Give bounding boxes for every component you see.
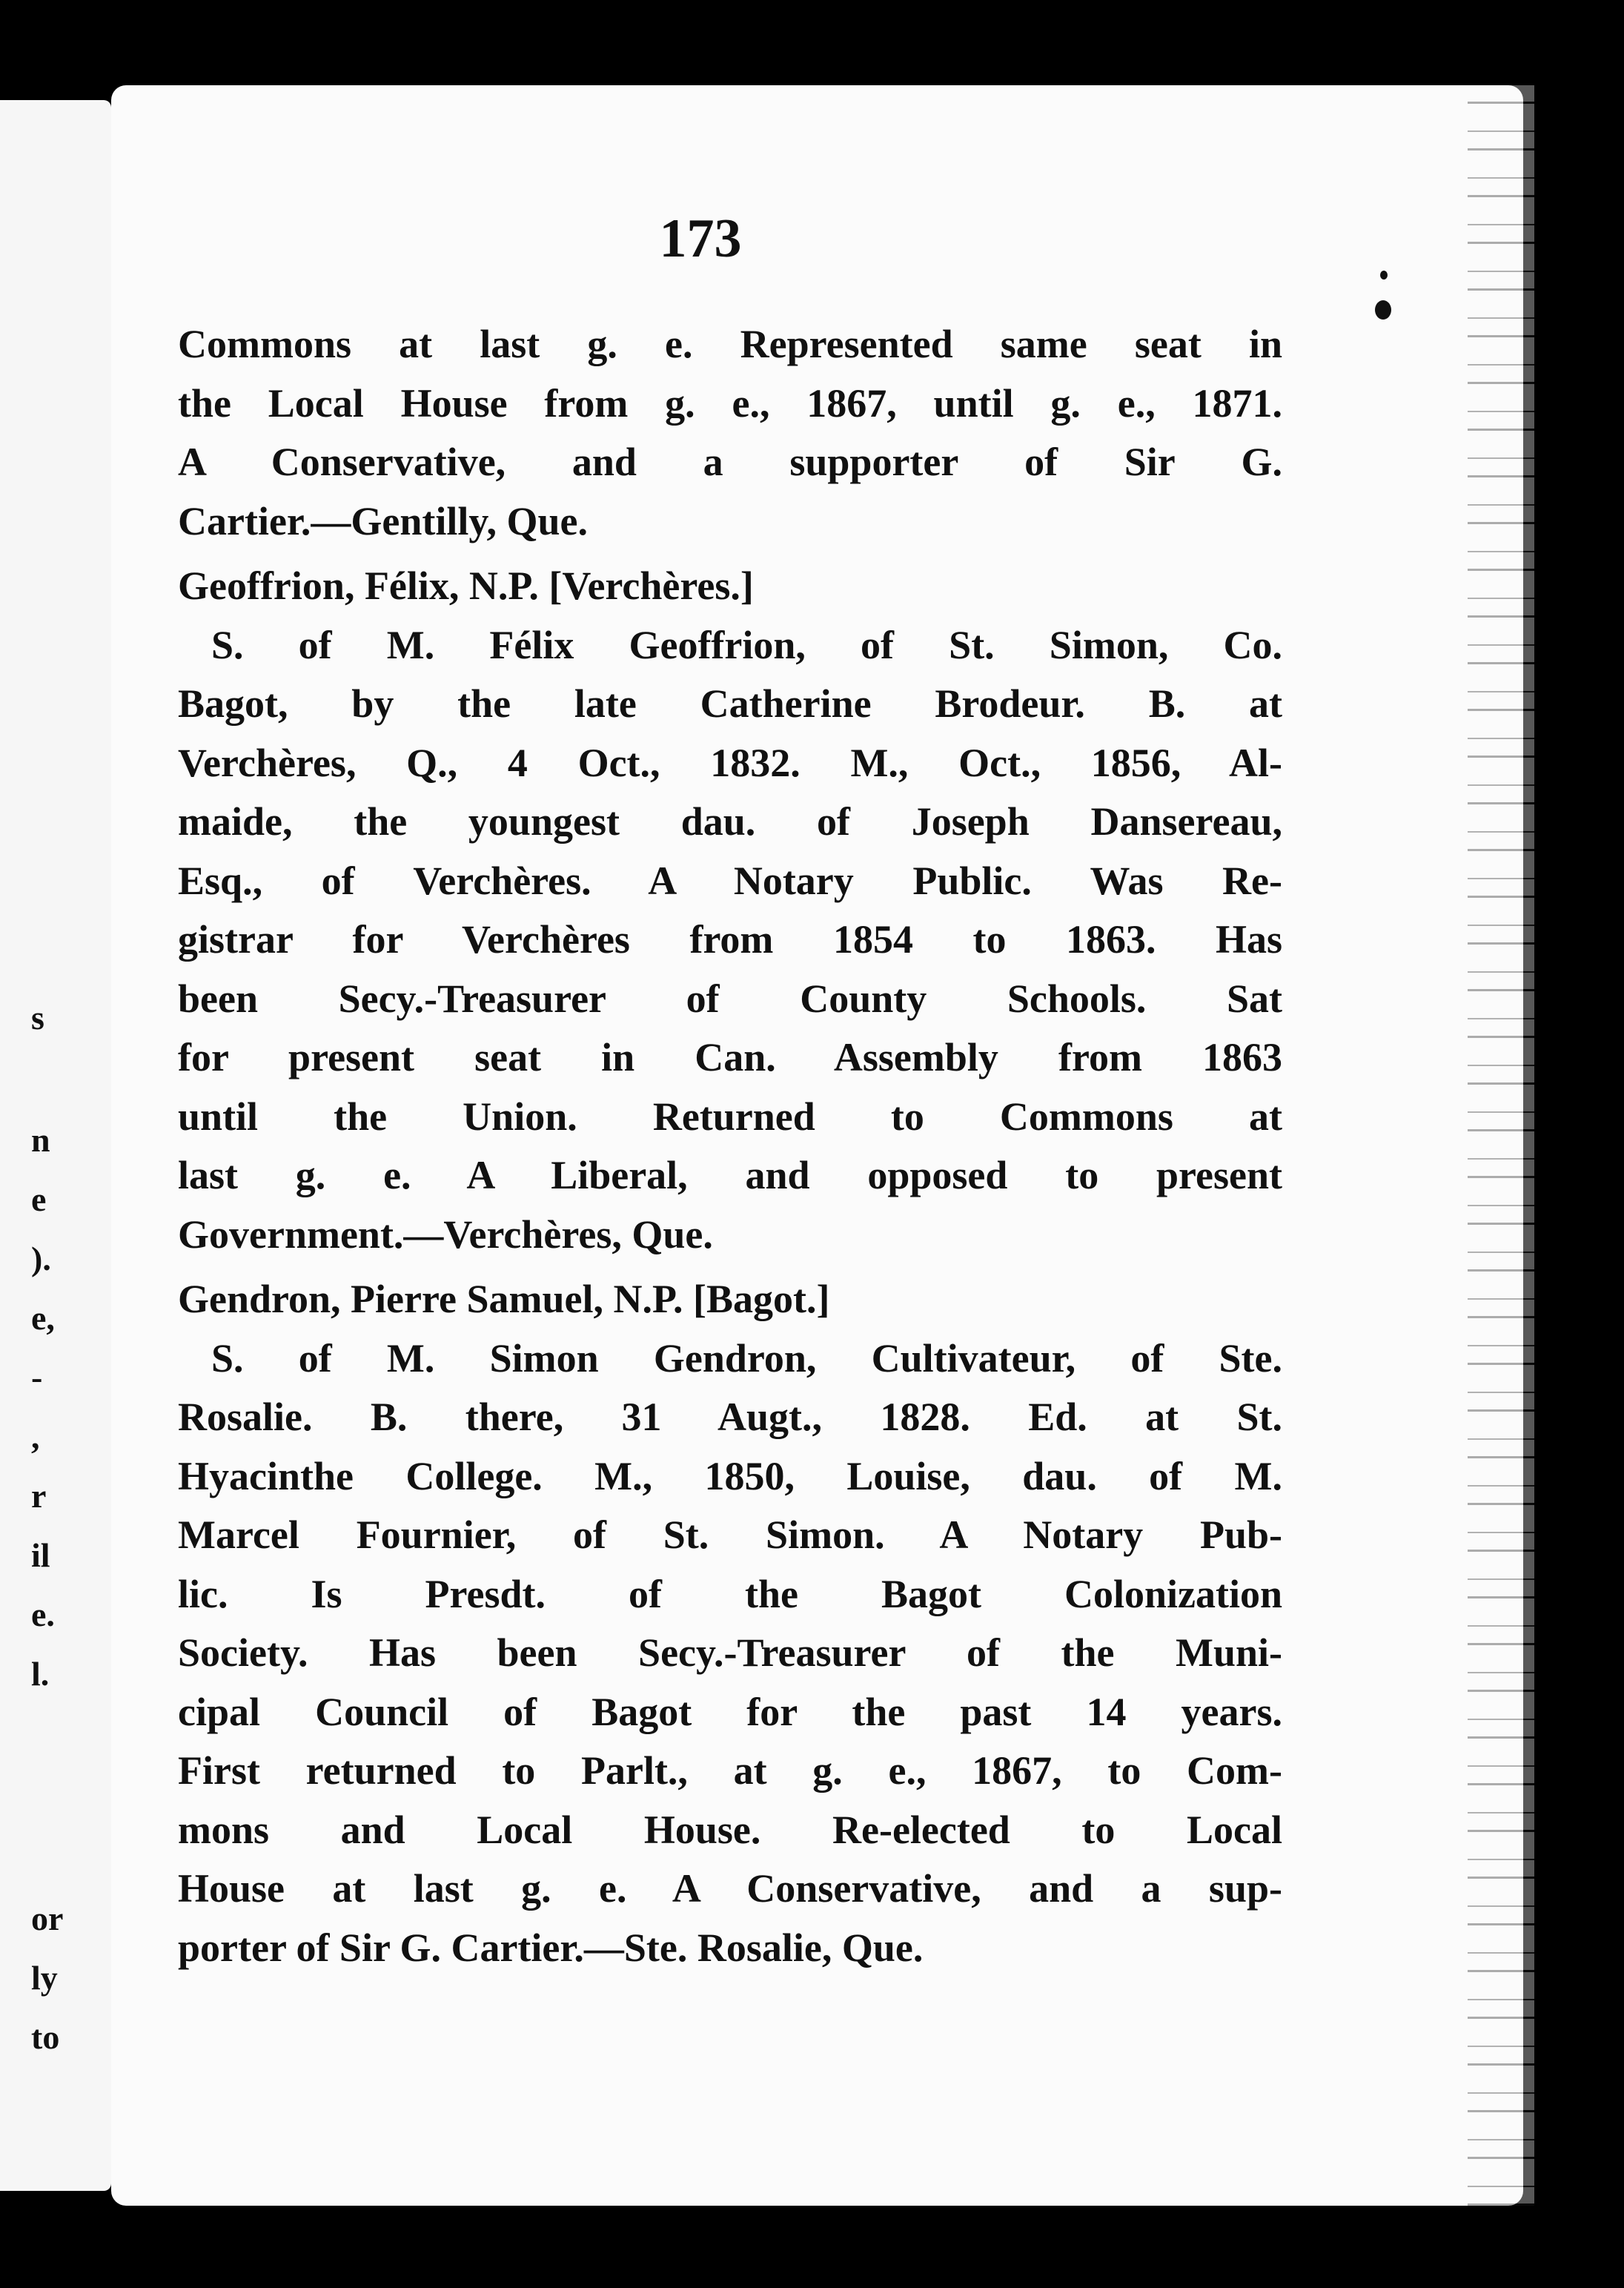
left-fragment: r: [31, 1477, 47, 1515]
left-fragment: ,: [31, 1418, 40, 1455]
text-line: the Local House from g. e., 1867, until g. e., 1871.: [178, 380, 1282, 426]
left-fragment: to: [31, 2018, 60, 2056]
text-line: mons and Local House. Re-elected to Local: [178, 1807, 1282, 1852]
text-line: S. of M. Simon Gendron, Cultivateur, of Ste.: [211, 1335, 1282, 1381]
text-line: cipal Council of Bagot for the past 14 years.: [178, 1689, 1282, 1734]
entry-heading: Geoffrion, Félix, N.P. [Verchères.]: [178, 563, 754, 608]
text-line: Marcel Fournier, of St. Simon. A Notary Pub-: [178, 1512, 1282, 1557]
left-fragment: e: [31, 1180, 47, 1218]
left-fragment: or: [31, 1899, 64, 1937]
text-line: lic. Is Presdt. of the Bagot Colonization: [178, 1571, 1282, 1616]
torn-page-edge: [1468, 85, 1534, 2206]
left-fragment: s: [31, 999, 44, 1036]
text-line: Bagot, by the late Catherine Brodeur. B. at: [178, 681, 1282, 726]
text-line: for present seat in Can. Assembly from 1863: [178, 1035, 1282, 1079]
left-fragment: e,: [31, 1299, 55, 1337]
left-fragment: e.: [31, 1596, 55, 1633]
left-fragment: il: [31, 1536, 50, 1574]
left-fragment: n: [31, 1121, 50, 1159]
text-line: House at last g. e. A Conservative, and a sup-: [178, 1866, 1282, 1911]
text-line: A Conservative, and a supporter of Sir G.: [178, 440, 1282, 484]
entry-heading: Gendron, Pierre Samuel, N.P. [Bagot.]: [178, 1277, 830, 1321]
text-line: Hyacinthe College. M., 1850, Louise, dau. of M.: [178, 1453, 1282, 1498]
left-fragment: ly: [31, 1959, 58, 1997]
ink-blot: [1380, 271, 1388, 280]
text-line: Commons at last g. e. Represented same seat in: [178, 322, 1282, 366]
text-line: maide, the youngest dau. of Joseph Dansereau,: [178, 799, 1282, 844]
left-fragment: l.: [31, 1655, 50, 1693]
text-line: Society. Has been Secy.-Treasurer of the Muni-: [178, 1630, 1282, 1675]
text-line: Esq., of Verchères. A Notary Public. Was Re-: [178, 858, 1282, 903]
text-line: Cartier.—Gentilly, Que.: [178, 498, 588, 543]
left-fragment: ).: [31, 1240, 51, 1277]
text-line: S. of M. Félix Geoffrion, of St. Simon, Co.: [211, 622, 1282, 667]
text-line: until the Union. Returned to Commons at: [178, 1094, 1282, 1139]
text-line: Verchères, Q., 4 Oct., 1832. M., Oct., 1856, Al-: [178, 740, 1282, 785]
text-line: been Secy.-Treasurer of County Schools. Sat: [178, 976, 1282, 1021]
text-line: Rosalie. B. there, 31 Augt., 1828. Ed. at St.: [178, 1395, 1282, 1439]
text-line: gistrar for Verchères from 1854 to 1863. Has: [178, 917, 1282, 962]
page-number: 173: [659, 208, 742, 269]
text-line: porter of Sir G. Cartier.—Ste. Rosalie, Que.: [178, 1925, 924, 1970]
text-line: last g. e. A Liberal, and opposed to present: [178, 1153, 1282, 1197]
ink-blot: [1375, 300, 1391, 320]
left-fragment: -: [31, 1358, 43, 1396]
text-line: Government.—Verchères, Que.: [178, 1211, 713, 1257]
text-line: First returned to Parlt., at g. e., 1867, to Com-: [178, 1748, 1282, 1793]
body-text: [178, 315, 1282, 1977]
scanned-page: [111, 85, 1523, 2206]
adjacent-page-edge: [0, 100, 111, 2191]
